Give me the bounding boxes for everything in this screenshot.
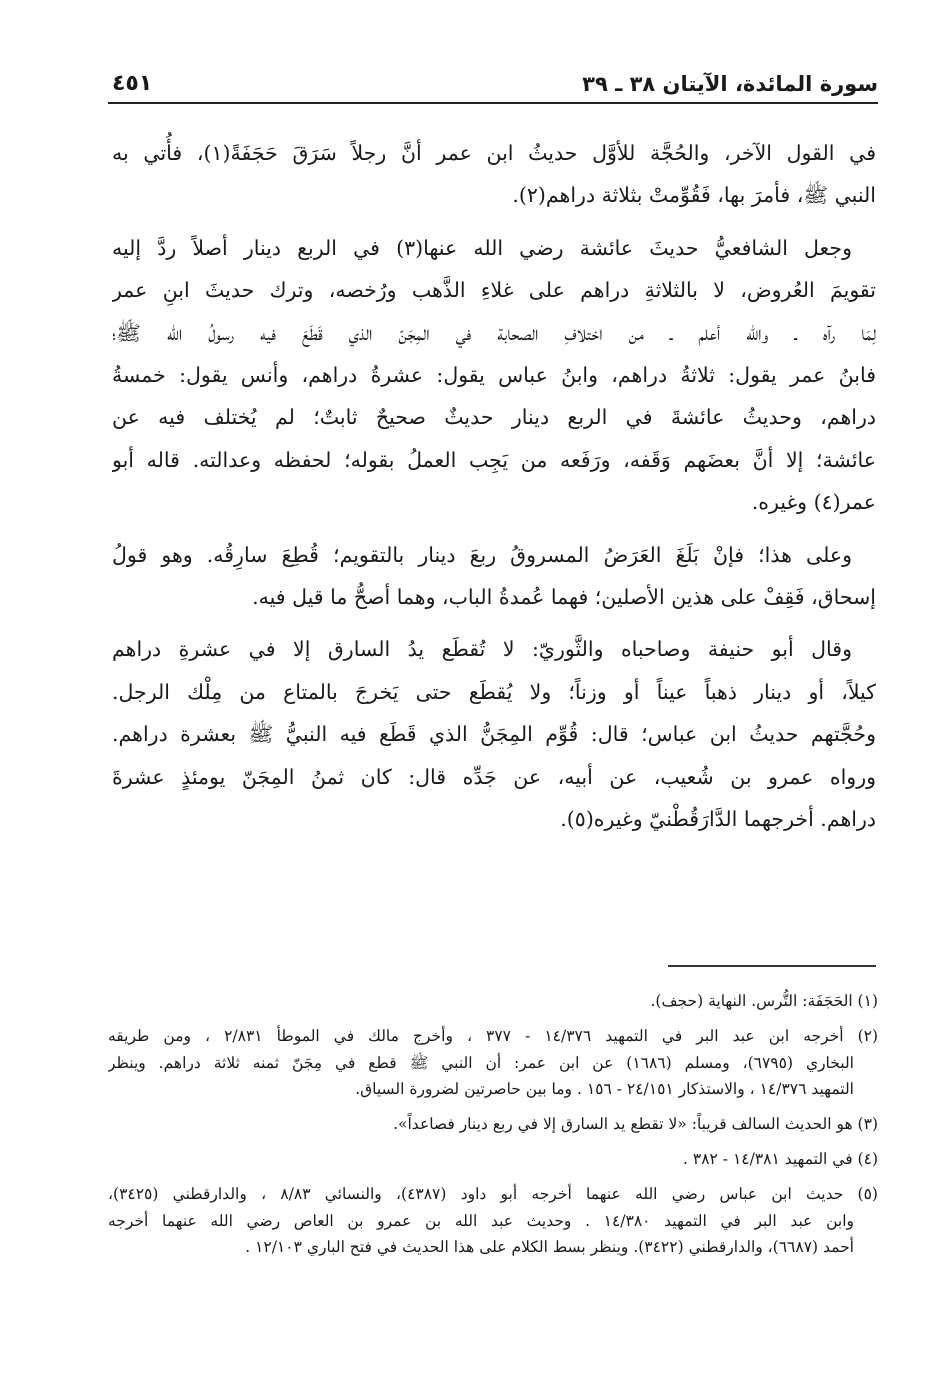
- text-line: عائشة؛ إلا أنَّ بعضَهم وَقَفه، ورَفَعه من يَجِب العملُ بقوله؛ لحفظه وعدالته. قاله أبو: [112, 447, 876, 472]
- text-line: ورواه عمرو بن شُعيب، عن أبيه، عن جَدِّه قال: كان ثمنُ المِجَنّ يومئذٍ عشرةَ: [112, 764, 876, 789]
- page-header: [108, 58, 878, 104]
- surah-title: سورة المائدة، الآيتان ٣٨ ـ ٣٩: [582, 72, 878, 96]
- main-text: [112, 132, 876, 972]
- text-line: فابنُ عمر يقول: ثلاثةُ دراهم، وابنُ عباس يقول: عشرةُ دراهم، وأنس يقول: خمسةُ: [112, 363, 876, 388]
- page-number: ٤٥١: [112, 71, 153, 96]
- text-line: وحُجَّتهم حديثُ ابن عباس؛ قال: قُوِّم المِجَنُّ الذي قَطَع فيه النبيُّ ﷺ بعشرة دراهم.: [112, 722, 876, 747]
- footnote-line: (٢) أخرجه ابن عبد البر في التمهيد ١٤/٣٧٦ - ٣٧٧ ، وأخرج مالك في الموطأ ٢/٨٣١ ، ومن طريقه: [108, 1026, 878, 1045]
- footnote-line: (٤) في التمهيد ١٤/٣٨١ - ٣٨٢ .: [683, 1149, 878, 1168]
- text-line: كيلاً، أو دينار ذهباً عيناً أو وزناً؛ ولا يُقطَع حتى يَخرجَ بالمتاع من مِلْك الرجل.: [112, 679, 876, 704]
- footnote-4: [108, 1146, 878, 1173]
- text-line: وجعل الشافعيُّ حديثَ عائشة رضي الله عنها(٣) في الربع دينار أصلاً ردَّ إليه: [112, 235, 852, 260]
- footnote-3: [108, 1111, 878, 1138]
- footnote-1: [108, 988, 878, 1015]
- text-line: إسحاق، فَقِفْ على هذين الأصلين؛ فهما عُمدةُ الباب، وهما أصحُّ ما قيل فيه.: [252, 585, 876, 610]
- text-line: دراهم، وحديثُ عائشةَ في الربع دينار حديثٌ صحيحٌ ثابتٌ؛ لم يُختلف فيه عن: [112, 405, 876, 430]
- text-line: في القول الآخر، والحُجَّة للأوَّل حديثُ ابن عمر أنَّ رجلاً سَرَقَ حَجَفَةً(١)، فأُتي به: [112, 141, 876, 165]
- footnote-line: وابن عبد البر في التمهيد ١٤/٣٨٠ . وحديث عبد الله بن عمرو بن العاص رضي الله عنهما أخرجه: [108, 1211, 854, 1230]
- paragraph-4: [112, 628, 876, 840]
- paragraph-3: [112, 534, 876, 619]
- footnote-5: [108, 1181, 878, 1261]
- footnote-line: (١) الحَجَفَة: التُّرس. النهاية (حجف).: [650, 992, 878, 1010]
- footnote-line: التمهيد ١٤/٣٧٦ ، والاستذكار ٢٤/١٥١ - ١٥٦ . وما بين حاصرتين لضرورة السياق.: [355, 1080, 854, 1099]
- text-line: النبي ﷺ، فأمرَ بها، فَقُوِّمتْ بثلاثة دراهم(٢).: [512, 183, 876, 208]
- paragraph-2: [112, 227, 876, 524]
- footnote-line: (٥) حديث ابن عباس رضي الله عنهما أخرجه أبو داود (٤٣٨٧)، والنسائي ٨/٨٣ ، والدارقطني (٣٤٢٥)،: [108, 1184, 878, 1203]
- footnote-2: [108, 1023, 878, 1103]
- paragraph-1: [112, 132, 876, 217]
- footnote-line: البخاري (٦٧٩٥)، ومسلم (١٦٨٦) عن ابن عمر: أن النبي ﷺ قطع في مِجَنّ ثمنه ثلاثة دراهم. وينظر: [108, 1053, 854, 1072]
- text-line: وعلى هذا؛ فإنْ بَلَغَ العَرَضُ المسروقُ ربعَ دينار بالتقويم؛ قُطِعَ سارِقُه. وهو قولُ: [112, 542, 852, 567]
- footnote-line: أحمد (٦٦٨٧)، والدارقطني (٣٤٢٢). وينظر بسط الكلام على هذا الحديث في فتح الباري ١٢/١٠٣ .: [245, 1238, 854, 1257]
- text-line: دراهم. أخرجهما الدَّارَقُطْنيّ وغيره(٥).: [560, 807, 876, 832]
- footnote-separator: [668, 965, 876, 967]
- footnote-line: (٣) هو الحديث السالف قريباً: «لا تقطع يد السارق إلا في ربع دينار فصاعداً».: [393, 1115, 878, 1134]
- footnotes: [108, 988, 878, 1358]
- text-line: تقويمَ العُروض، لا بالثلاثةِ دراهم على غلاءِ الذَّهب ورُخصه، وترك حديثَ ابنِ عمر: [112, 278, 876, 303]
- text-line: وقال أبو حنيفة وصاحباه والثَّوريّ: لا تُقطَع يدُ السارق إلا في عشرةِ دراهم: [112, 637, 852, 662]
- text-line: عمر(٤) وغيره.: [751, 490, 876, 515]
- text-line: لِمَا رآه ـ والله أعلم ـ من اختلافِ الصحابة في المِجَنّ الذي قَطَعَ فيه رسولُ الله ﷺ؛: [112, 320, 876, 345]
